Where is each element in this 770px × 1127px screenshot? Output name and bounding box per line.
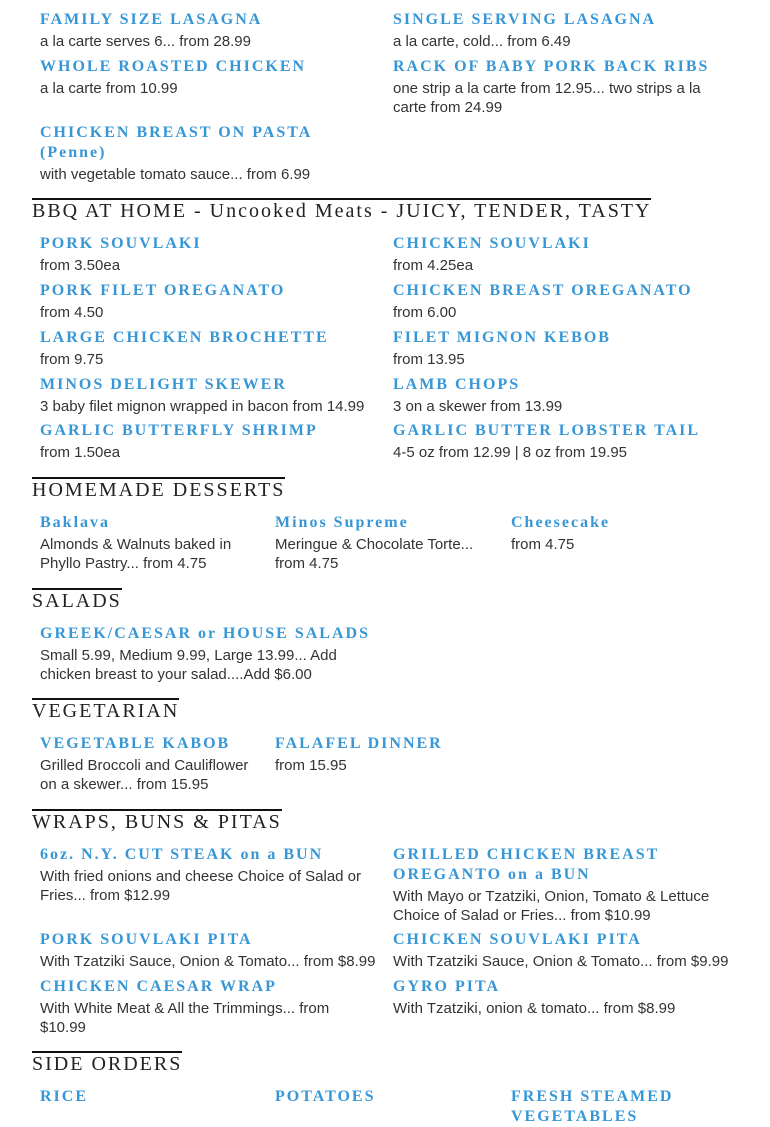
menu-item [40, 281, 380, 322]
menu-item [40, 1087, 260, 1107]
item-desc: from 4.75 [511, 536, 575, 553]
item-name: GYRO PITA [393, 978, 501, 995]
item-desc: 3 on a skewer from 13.99 [393, 398, 563, 415]
item-desc: With Tzatziki Sauce, Onion & Tomato... from $9.99 [393, 953, 729, 970]
item-desc: With Mayo or Tzatziki, Onion, Tomato & Lettuce Choice of Salad or Fries... from $10.99 [393, 888, 710, 924]
item-desc: With Tzatziki, onion & tomato... from $8.99 [393, 1000, 676, 1017]
item-name: WHOLE ROASTED CHICKEN [40, 58, 307, 75]
item-desc: a la carte from 10.99 [40, 80, 178, 97]
menu-item [40, 845, 380, 905]
item-name: FALAFEL DINNER [275, 735, 443, 752]
item-name: Baklava [40, 514, 111, 531]
menu-item [511, 513, 731, 554]
menu-item [40, 234, 380, 275]
item-name: LAMB CHOPS [393, 376, 521, 393]
menu-item [40, 57, 370, 98]
menu-item [275, 734, 500, 775]
item-name: LARGE CHICKEN BROCHETTE [40, 329, 329, 346]
section-title-bbq: BBQ AT HOME - Uncooked Meats - JUICY, TENDER, TASTY [32, 200, 652, 222]
item-desc: a la carte, cold... from 6.49 [393, 33, 571, 50]
item-desc: Small 5.99, Medium 9.99, Large 13.99... Add chicken breast to your salad....Add $6.00 [40, 647, 337, 683]
item-desc: 4-5 oz from 12.99 | 8 oz from 19.95 [393, 444, 628, 461]
item-name: CHICKEN CAESAR WRAP [40, 978, 277, 995]
menu-item [40, 513, 260, 573]
item-desc: With White Meat & All the Trimmings... from $10.99 [40, 1000, 330, 1036]
menu-item [40, 421, 380, 462]
section-title-desserts: HOMEMADE DESSERTS [32, 479, 286, 501]
item-desc: Almonds & Walnuts baked in Phyllo Pastry... from 4.75 [40, 536, 232, 572]
menu-item [511, 1087, 731, 1127]
item-name: PORK SOUVLAKI PITA [40, 931, 253, 948]
item-desc: With fried onions and cheese Choice of Salad or Fries... from $12.99 [40, 868, 362, 904]
item-desc: from 9.75 [40, 351, 104, 368]
menu-item [393, 977, 738, 1018]
item-name: PORK FILET OREGANATO [40, 282, 286, 299]
menu-item [393, 421, 738, 462]
item-desc: from 4.25ea [393, 257, 474, 274]
item-desc: Grilled Broccoli and Cauliflower on a skewer... from 15.95 [40, 757, 249, 793]
section-title-salads: SALADS [32, 590, 122, 612]
item-name: CHICKEN SOUVLAKI [393, 235, 591, 252]
item-name: SINGLE SERVING LASAGNA [393, 11, 657, 28]
item-desc: from 13.95 [393, 351, 465, 368]
section-title-sides: SIDE ORDERS [32, 1053, 183, 1075]
menu-item [393, 375, 738, 416]
item-name: 6oz. N.Y. CUT STEAK on a BUN [40, 846, 324, 863]
item-name: Cheesecake [511, 514, 611, 531]
item-desc: from 6.00 [393, 304, 457, 321]
menu-item [40, 375, 385, 416]
menu-item [40, 624, 375, 684]
item-name: CHICKEN SOUVLAKI PITA [393, 931, 642, 948]
item-name: CHICKEN BREAST ON PASTA (Penne) [40, 124, 312, 161]
item-desc: a la carte serves 6... from 28.99 [40, 33, 251, 50]
menu-item [393, 328, 738, 369]
menu-item [393, 234, 738, 275]
item-desc: with vegetable tomato sauce... from 6.99 [40, 166, 311, 183]
item-name: CHICKEN BREAST OREGANATO [393, 282, 693, 299]
menu-item [393, 930, 738, 971]
menu-item [393, 281, 738, 322]
item-desc: With Tzatziki Sauce, Onion & Tomato... from $8.99 [40, 953, 376, 970]
item-name: FRESH STEAMED VEGETABLES [511, 1088, 674, 1125]
item-name: GREEK/CAESAR or HOUSE SALADS [40, 625, 370, 642]
item-desc: 3 baby filet mignon wrapped in bacon from 14.99 [40, 398, 365, 415]
menu-item [40, 328, 380, 369]
menu-item [40, 977, 360, 1037]
section-title-vegetarian: VEGETARIAN [32, 700, 180, 722]
item-name: FILET MIGNON KEBOB [393, 329, 611, 346]
item-desc: from 1.50ea [40, 444, 121, 461]
menu-item [40, 123, 370, 184]
item-name: GARLIC BUTTER LOBSTER TAIL [393, 422, 701, 439]
item-name: GARLIC BUTTERFLY SHRIMP [40, 422, 318, 439]
item-desc: from 3.50ea [40, 257, 121, 274]
menu-item [275, 1087, 495, 1107]
menu-item [393, 57, 733, 117]
menu-item [275, 513, 495, 573]
item-name: Minos Supreme [275, 514, 409, 531]
item-name: PORK SOUVLAKI [40, 235, 202, 252]
menu-item [40, 734, 265, 794]
item-desc: from 4.50 [40, 304, 104, 321]
section-title-wraps: WRAPS, BUNS & PITAS [32, 811, 282, 833]
item-desc: one strip a la carte from 12.95... two strips a la carte from 24.99 [393, 80, 701, 116]
menu-item [40, 10, 370, 51]
menu-item [393, 10, 733, 51]
item-name: GRILLED CHICKEN BREAST OREGANTO on a BUN [393, 846, 659, 883]
menu-item [40, 930, 385, 971]
item-name: FAMILY SIZE LASAGNA [40, 11, 263, 28]
item-desc: from 15.95 [275, 757, 347, 774]
item-name: POTATOES [275, 1088, 376, 1105]
item-name: MINOS DELIGHT SKEWER [40, 376, 287, 393]
item-name: VEGETABLE KABOB [40, 735, 231, 752]
item-desc: Meringue & Chocolate Torte... from 4.75 [275, 536, 474, 572]
item-name: RICE [40, 1088, 89, 1105]
menu-item [393, 845, 733, 925]
item-name: RACK OF BABY PORK BACK RIBS [393, 58, 710, 75]
